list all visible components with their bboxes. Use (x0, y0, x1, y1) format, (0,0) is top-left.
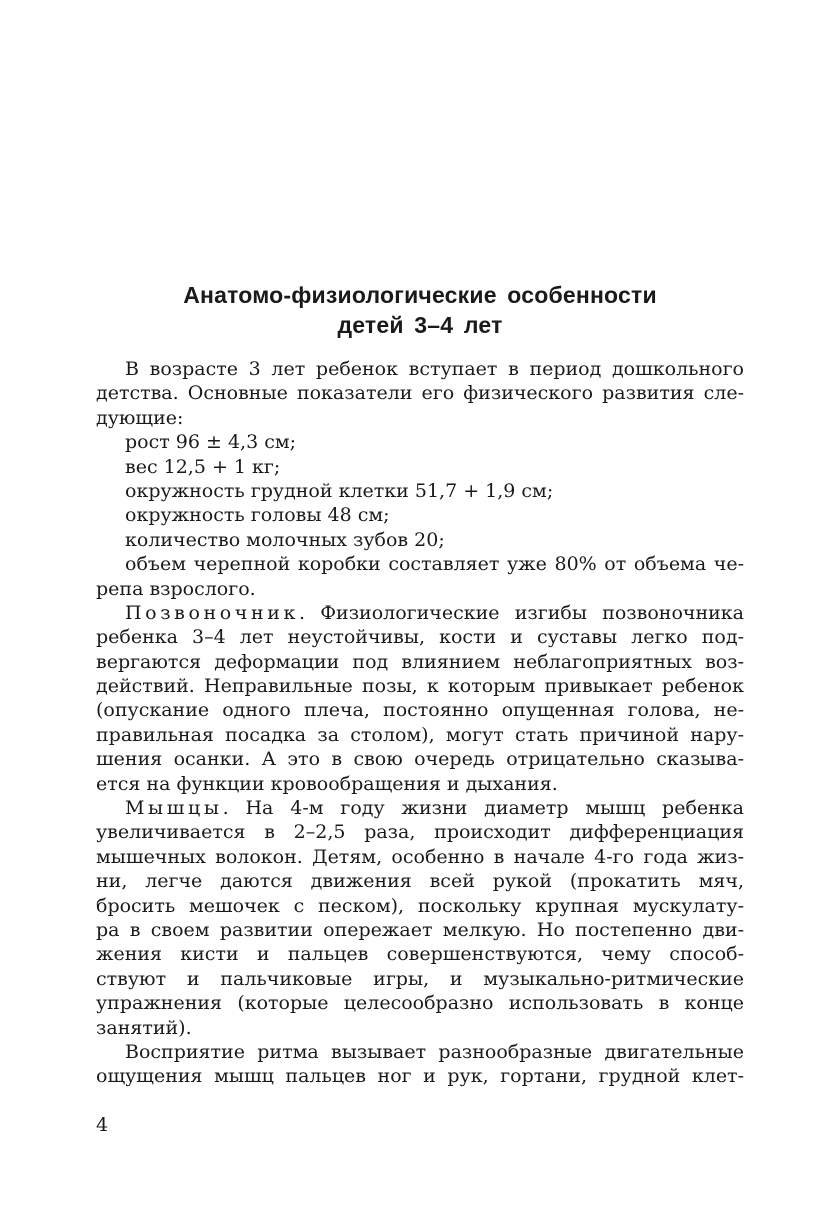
spine-line-1-text: . Физиологические изгибы позвоночника (298, 601, 744, 624)
paragraph-spine-line-1 (96, 601, 744, 625)
muscles-heading: Мышцы (125, 797, 223, 820)
paragraph-muscles-line-3: мышечных волокон. Детям, особенно в начале 4-го года жиз- (96, 845, 744, 868)
list-item-chest: окружность грудной клетки 51,7 + 1,9 см; (125, 479, 554, 502)
paragraph-spine-line-3: вергаются деформации под влиянием неблагоприятных воз- (96, 650, 744, 673)
paragraph-spine-line-2: ребенка 3–4 лет неустойчивы, кости и суставы легко под- (96, 626, 744, 649)
paragraph-muscles-line-2: увеличивается в 2–2,5 раза, происходит дифференциация (96, 821, 744, 844)
page-number: 4 (96, 1114, 109, 1136)
list-item-skull-line-2: репа взрослого. (96, 577, 256, 600)
paragraph-rhythm-line-1: Восприятие ритма вызывает разнообразные двигательные (125, 1040, 744, 1063)
paragraph-spine-line-7: шения осанки. А это в свою очередь отрицательно сказыва- (96, 748, 744, 771)
list-item-weight: вес 12,5 + 1 кг; (125, 455, 281, 478)
paragraph-intro-line-3: дующие: (96, 406, 184, 429)
paragraph-intro-line-1: В возрасте 3 лет ребенок вступает в период дошкольного (125, 358, 744, 380)
list-item-head: окружность головы 48 см; (125, 504, 390, 527)
list-item-height: рост 96 ± 4,3 см; (125, 431, 297, 454)
paragraph-rhythm-line-2: ощущения мышц пальцев ног и рук, гортани, грудной клет- (96, 1065, 744, 1088)
paragraph-intro-line-2: детства. Основные показатели его физического развития сле- (96, 382, 744, 405)
spine-heading: Позвоночник (125, 601, 299, 624)
paragraph-muscles-line-5: бросить мешочек с песком), поскольку крупная мускулату- (96, 894, 744, 917)
paragraph-muscles-line-8: ствуют и пальчиковые игры, и музыкально-ритмические (96, 967, 744, 990)
paragraph-muscles-line-1 (96, 796, 744, 820)
muscles-line-1-text: . На 4-м году жизни диаметр мышц ребенка (222, 797, 744, 820)
paragraph-muscles-line-10: занятий). (96, 1016, 192, 1039)
paragraph-muscles-line-9: упражнения (которые целесообразно использовать в конце (96, 992, 744, 1015)
list-item-teeth: количество молочных зубов 20; (125, 528, 445, 551)
paragraph-muscles-line-7: жения кисти и пальцев совершенствуются, чему способ- (96, 943, 744, 966)
section-title-line-2: детей 3–4 лет (337, 312, 503, 338)
paragraph-spine-line-6: правильная посадка за столом), могут стать причиной нару- (96, 723, 744, 746)
paragraph-muscles-line-6: ра в своем развитии опережает мелкую. Но постепенно дви- (96, 918, 744, 941)
list-item-skull-line-1: объем черепной коробки составляет уже 80% от объема че- (125, 553, 744, 576)
section-title (96, 280, 744, 340)
paragraph-muscles-line-4: ни, легче даются движения всей рукой (прокатить мяч, (96, 870, 744, 893)
paragraph-spine-line-5: (опускание одного плеча, постоянно опущенная голова, не- (96, 699, 744, 722)
section-title-line-1: Анатомо-физиологические особенности (183, 282, 657, 308)
paragraph-spine-line-8: ется на функции кровообращения и дыхания. (96, 772, 558, 795)
body-text (96, 357, 744, 1089)
paragraph-spine-line-4: действий. Неправильные позы, к которым привыкает ребенок (96, 675, 744, 698)
